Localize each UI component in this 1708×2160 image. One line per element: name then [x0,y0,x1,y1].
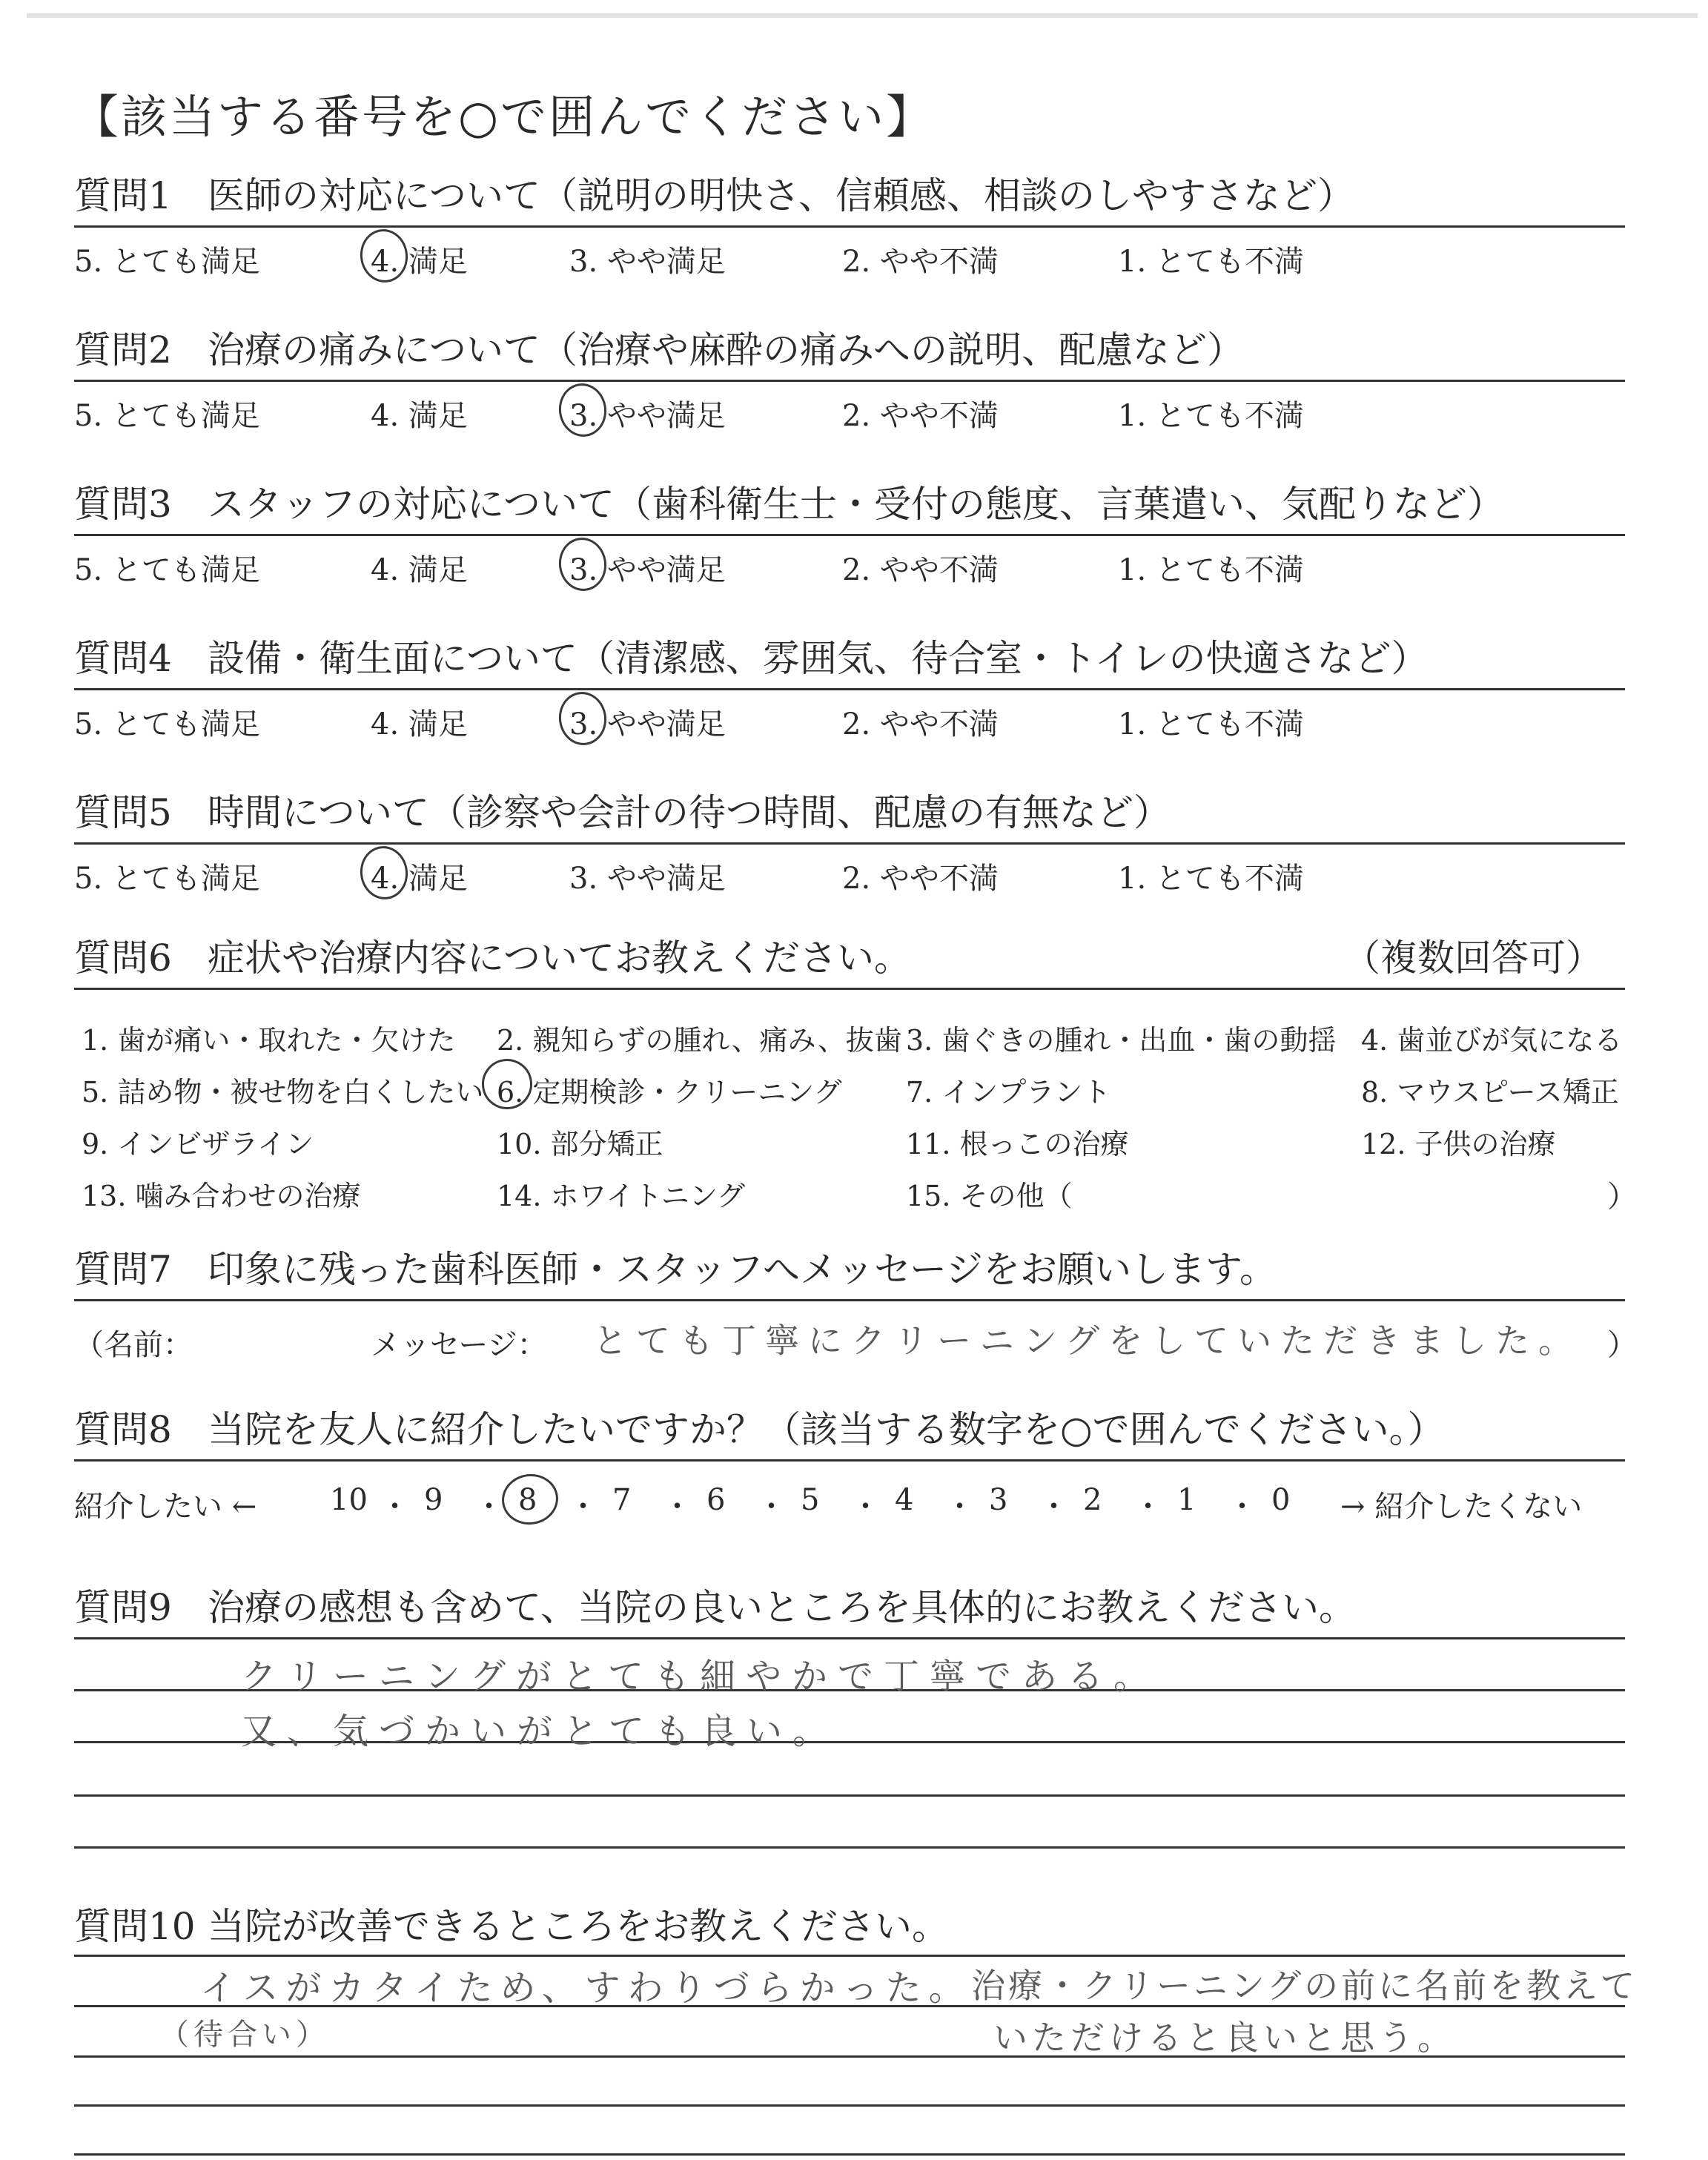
symptom-option[interactable]: 2. 親知らずの腫れ、痛み、抜歯 [497,1024,902,1057]
symptom-option[interactable]: 4. 歯並びが気になる [1361,1024,1623,1057]
q10-answer-note[interactable]: （待合い） [159,2018,330,2052]
selection-circle [499,1470,562,1528]
question-10-header [74,1904,1625,1956]
satisfaction-option[interactable]: 2. やや不満 [842,553,999,587]
question-5 [74,790,1625,898]
recommend-score[interactable]: 5 [801,1483,820,1517]
satisfaction-option[interactable]: 3. やや満足 [569,862,726,896]
recommend-score[interactable]: 0 [1271,1483,1291,1517]
satisfaction-option[interactable]: 1. とても不満 [1118,399,1304,433]
question-3-text: スタッフの対応について（歯科衛生士・受付の態度、言葉遣い、気配りなど） [208,483,1504,526]
q9-answer-line-2[interactable]: 又、気づかいがとても良い。 [241,1711,839,1752]
satisfaction-option[interactable]: 1. とても不満 [1118,553,1304,587]
question-1-label: 質問1 [74,174,172,217]
question-2-header [74,328,1625,382]
scale-separator: ・ [850,1490,881,1524]
question-3-header [74,482,1625,536]
satisfaction-option[interactable]: 5. とても満足 [74,245,260,279]
question-6-note: （複数回答可） [1343,937,1603,980]
satisfaction-options [74,845,1625,898]
answer-line [74,1955,1625,1957]
symptom-option[interactable]: 8. マウスピース矯正 [1361,1076,1619,1109]
question-8-text: 当院を友人に紹介したいですか？（該当する数字を○で囲んでください。） [208,1408,1445,1451]
name-label: （名前： [74,1328,193,1362]
q10-answer-line-2[interactable]: いただけると良いと思う。 [993,2018,1456,2058]
recommend-score[interactable]: 2 [1083,1483,1102,1517]
question-5-header [74,790,1625,845]
symptom-option[interactable]: 10. 部分矯正 [497,1128,663,1160]
question-8-header [74,1407,1625,1462]
answer-line [74,2153,1625,2156]
satisfaction-option[interactable]: 5. とても満足 [74,707,260,742]
question-5-label: 質問5 [74,791,172,834]
answer-line [74,2104,1625,2107]
recommend-score[interactable]: 6 [706,1483,726,1517]
satisfaction-option[interactable]: 3. やや満足 [569,553,726,587]
question-8-label: 質問8 [74,1408,172,1451]
question-4-header [74,636,1625,690]
question-4 [74,636,1625,744]
question-1-header [74,174,1625,228]
satisfaction-option[interactable]: 4. 満足 [371,399,468,433]
scale-separator: ・ [944,1490,975,1524]
recommend-left-label: 紹介したい ← [74,1490,257,1524]
question-2-label: 質問2 [74,328,172,371]
recommend-score[interactable]: 7 [612,1483,632,1517]
satisfaction-option[interactable]: 5. とても満足 [74,553,260,587]
satisfaction-option[interactable]: 2. やや不満 [842,399,999,433]
q9-answer-line-1[interactable]: クリーニングがとても細やかで丁寧である。 [241,1656,1160,1697]
q10-answer-line-1b[interactable]: 治療・クリーニングの前に名前を教えて [971,1966,1638,2006]
answer-line [74,1794,1625,1797]
question-6-label: 質問6 [74,937,172,980]
satisfaction-option[interactable]: 4. 満足 [371,245,468,279]
question-1 [74,174,1625,281]
symptom-option[interactable]: 5. 詰め物・被せ物を白くしたい [82,1076,484,1109]
question-10-text: 当院が改善できるところをお教えください。 [208,1905,949,1948]
satisfaction-option[interactable]: 4. 満足 [371,862,468,896]
message-label: メッセージ： [371,1328,547,1362]
page-title: 【該当する番号を○で囲んでください】 [73,90,935,144]
satisfaction-option[interactable]: 1. とても不満 [1118,245,1304,279]
question-7 [74,1247,1625,1301]
question-9-label: 質問9 [74,1586,172,1629]
satisfaction-option[interactable]: 4. 満足 [371,707,468,742]
question-4-text: 設備・衛生面について（清潔感、雰囲気、待合室・トイレの快適さなど） [208,637,1429,680]
symptom-option[interactable]: 12. 子供の治療 [1361,1128,1556,1160]
question-8 [74,1407,1625,1462]
question-6-text: 症状や治療内容についてお教えください。 [208,937,911,980]
question-9 [74,1585,1625,1639]
scale-separator: ・ [662,1490,692,1524]
question-2 [74,328,1625,435]
question-9-text: 治療の感想も含めて、当院の良いところを具体的にお教えください。 [208,1586,1356,1629]
recommend-right-label: → 紹介したくない [1340,1490,1583,1524]
scale-separator: ・ [474,1490,504,1524]
question-2-text: 治療の痛みについて（治療や麻酔の痛みへの説明、配慮など） [208,328,1244,371]
satisfaction-options [74,690,1625,744]
question-10-label: 質問10 [74,1905,196,1948]
recommend-score[interactable]: 1 [1177,1483,1196,1517]
question-3 [74,482,1625,589]
symptom-option[interactable]: 3. 歯ぐきの腫れ・出血・歯の動揺 [906,1024,1337,1057]
satisfaction-options [74,228,1625,281]
question-7-header [74,1247,1625,1301]
question-4-label: 質問4 [74,637,172,680]
satisfaction-option[interactable]: 2. やや不満 [842,862,999,896]
question-6 [74,936,1625,990]
satisfaction-option[interactable]: 2. やや不満 [842,707,999,742]
recommend-score[interactable]: 9 [424,1483,443,1517]
satisfaction-option[interactable]: 1. とても不満 [1118,707,1304,742]
satisfaction-option[interactable]: 4. 満足 [371,553,468,587]
question-3-label: 質問3 [74,483,172,526]
satisfaction-option[interactable]: 2. やや不満 [842,245,999,279]
symptom-option[interactable]: 15. その他（ [906,1180,1073,1212]
scale-separator: ・ [380,1490,410,1524]
satisfaction-option[interactable]: 5. とても満足 [74,862,260,896]
scale-separator: ・ [1039,1490,1069,1524]
q10-answer-line-1[interactable]: イスがカタイため、すわりづらかった。 [200,1967,972,2009]
scale-separator: ・ [568,1490,598,1524]
question-7-text: 印象に残った歯科医師・スタッフへメッセージをお願いします。 [208,1248,1277,1291]
symptom-option[interactable]: 9. インビザライン [82,1128,314,1160]
message-close-paren: ） [1607,1328,1637,1362]
satisfaction-option[interactable]: 3. やや満足 [569,707,726,742]
symptom-option[interactable]: 1. 歯が痛い・取れた・欠けた [82,1024,456,1057]
top-border [27,13,1698,18]
recommend-score[interactable]: 10 [330,1483,368,1517]
symptom-option[interactable]: 13. 噛み合わせの治療 [82,1180,361,1212]
symptom-option[interactable]: 11. 根っこの治療 [906,1128,1129,1160]
recommend-score[interactable]: 4 [895,1483,914,1517]
satisfaction-option[interactable]: 1. とても不満 [1118,862,1304,896]
satisfaction-options [74,382,1625,435]
answer-line [74,1846,1625,1849]
other-close-paren: ） [1607,1180,1637,1214]
question-7-label: 質問7 [74,1248,172,1291]
satisfaction-option[interactable]: 3. やや満足 [569,399,726,433]
satisfaction-option[interactable]: 5. とても満足 [74,399,260,433]
satisfaction-option[interactable]: 3. やや満足 [569,245,726,279]
recommend-score[interactable]: 3 [989,1483,1008,1517]
message-field[interactable]: とても丁寧にクリーニングをしていただきました。 [593,1321,1582,1361]
question-1-text: 医師の対応について（説明の明快さ、信頼感、相談のしやすさなど） [208,174,1354,217]
symptom-option[interactable]: 6. 定期検診・クリーニング [497,1076,842,1109]
satisfaction-options [74,536,1625,589]
scale-separator: ・ [1227,1490,1257,1524]
symptom-option[interactable]: 14. ホワイトニング [497,1180,746,1212]
question-10 [74,1904,1625,1956]
scale-separator: ・ [756,1490,787,1524]
question-5-text: 時間について（診察や会計の待つ時間、配慮の有無など） [208,791,1171,834]
question-9-header [74,1585,1625,1639]
symptom-option[interactable]: 7. インプラント [906,1076,1111,1109]
scale-separator: ・ [1133,1490,1163,1524]
recommend-score[interactable]: 8 [518,1483,537,1517]
question-6-header [74,936,1625,990]
